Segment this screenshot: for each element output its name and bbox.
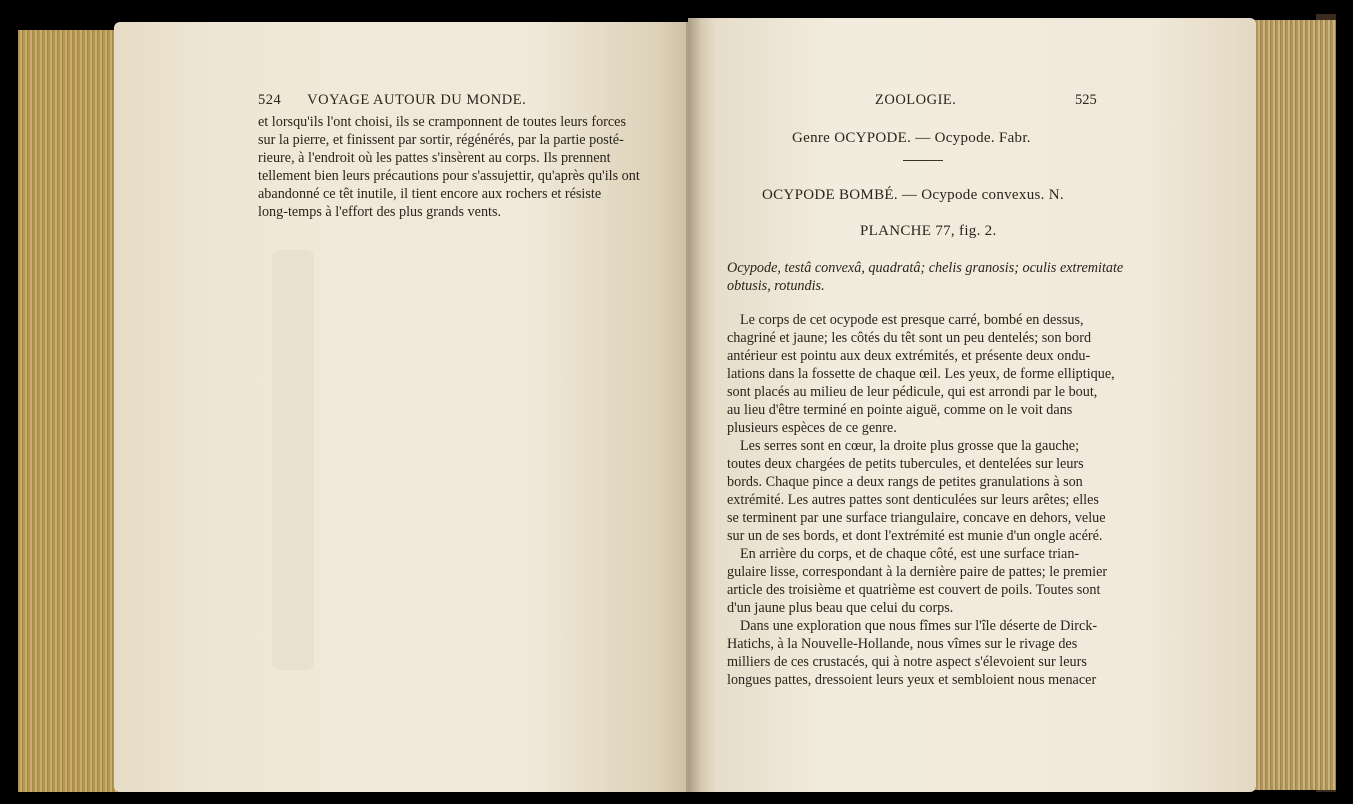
- plate-reference: PLANCHE 77, fig. 2.: [860, 223, 997, 239]
- body-line: sont placés au milieu de leur pédicule, qui est arrondi par le bout,: [727, 384, 1098, 400]
- left-text-line: sur la pierre, et finissent par sortir, régénérés, par la partie posté-: [258, 132, 624, 148]
- body-line: article des troisième et quatrième est couvert de poils. Toutes sont: [727, 582, 1101, 598]
- left-text-line: long-temps à l'effort des plus grands vents.: [258, 204, 502, 220]
- book-gutter: [686, 18, 700, 792]
- body-line: antérieur est pointu aux deux extrémités, et présente deux ondu-: [727, 348, 1091, 364]
- body-line: En arrière du corps, et de chaque côté, est une surface trian-: [740, 546, 1080, 562]
- body-line: d'un jaune plus beau que celui du corps.: [727, 600, 954, 616]
- open-book: [18, 14, 1336, 792]
- body-line: Le corps de cet ocypode est presque carré, bombé en dessus,: [740, 312, 1084, 328]
- body-line: Hatichs, à la Nouvelle-Hollande, nous vîmes sur le rivage des: [727, 636, 1078, 652]
- latin-diagnosis-line: Ocypode, testâ convexâ, quadratâ; chelis granosis; oculis extremitate: [727, 260, 1124, 276]
- body-line: longues pattes, dressoient leurs yeux et sembloient nous menacer: [727, 672, 1097, 688]
- left-text-line: rieure, à l'endroit où les pattes s'insèrent au corps. Ils prennent: [258, 150, 611, 166]
- body-line: milliers de ces crustacés, qui à notre aspect s'élevoient sur leurs: [727, 654, 1087, 670]
- body-line: Les serres sont en cœur, la droite plus grosse que la gauche;: [740, 438, 1080, 454]
- body-line: au lieu d'être terminé en pointe aiguë, comme on le voit dans: [727, 402, 1073, 418]
- body-line: lations dans la fossette de chaque œil. Les yeux, de forme elliptique,: [727, 366, 1115, 382]
- show-through-bleed: [272, 250, 314, 670]
- body-line: toutes deux chargées de petits tubercules, et dentelées sur leurs: [727, 456, 1084, 472]
- body-line: plusieurs espèces de ce genre.: [727, 420, 897, 436]
- body-line: bords. Chaque pince a deux rangs de petites granulations à son: [727, 474, 1083, 490]
- body-line: gulaire lisse, correspondant à la dernière paire de pattes; le premier: [727, 564, 1108, 580]
- body-line: chagriné et jaune; les côtés du têt sont un peu dentelés; son bord: [727, 330, 1092, 346]
- latin-diagnosis-line: obtusis, rotundis.: [727, 278, 825, 294]
- left-running-head: [258, 92, 526, 109]
- left-page-number: 524: [258, 92, 282, 108]
- body-line: extrémité. Les autres pattes sont denticulées sur leurs arêtes; elles: [727, 492, 1099, 508]
- body-line: Dans une exploration que nous fîmes sur l'île déserte de Dirck-: [740, 618, 1098, 634]
- left-text-line: tellement bien leurs précautions pour s'assujettir, qu'après qu'ils ont: [258, 168, 640, 184]
- left-text-line: et lorsqu'ils l'ont choisi, ils se cramponnent de toutes leurs forces: [258, 114, 627, 130]
- body-line: sur un de ses bords, et dont l'extrémité est munie d'un ongle acéré.: [727, 528, 1103, 544]
- right-running-title: ZOOLOGIE.: [875, 92, 957, 108]
- left-text-line: abandonné ce têt inutile, il tient encore aux rochers et résiste: [258, 186, 602, 202]
- body-line: se terminent par une surface triangulaire, concave en dehors, velue: [727, 510, 1106, 526]
- species-title: OCYPODE BOMBÉ. — Ocypode convexus. N.: [762, 187, 1064, 203]
- genre-title: Genre OCYPODE. — Ocypode. Fabr.: [792, 130, 1031, 146]
- section-rule: [903, 160, 943, 161]
- right-page-number: 525: [1075, 92, 1097, 108]
- left-running-title: VOYAGE AUTOUR DU MONDE.: [307, 92, 527, 108]
